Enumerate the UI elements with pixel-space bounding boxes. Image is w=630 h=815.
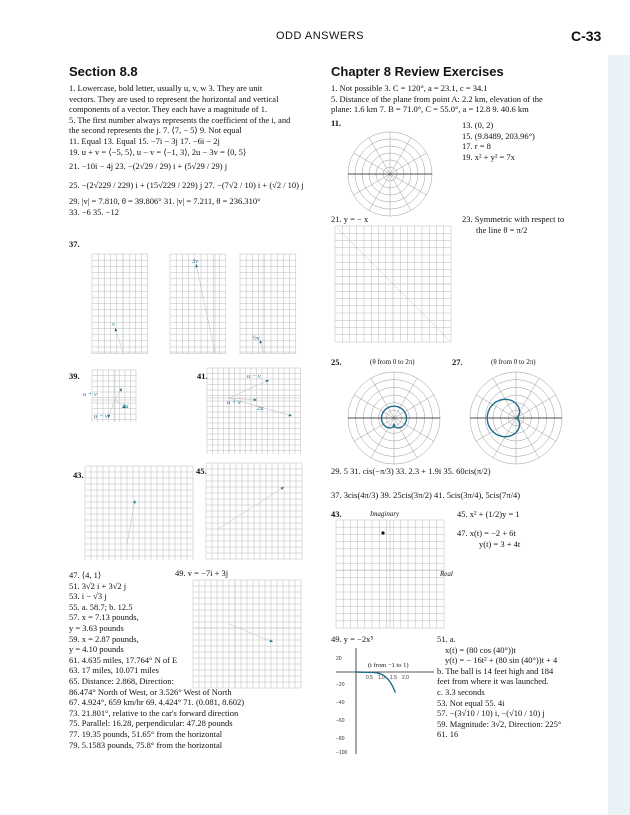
answer-line: 77. 19.35 pounds, 51.65° from the horizontal: [69, 728, 223, 739]
answer-line: 21. −10i − 4j 23. −(2√29 / 29) i + (5√29 / 29) j: [69, 161, 228, 172]
q11-polar-graph: [346, 130, 434, 218]
vector-half-v-head: [259, 340, 262, 343]
answer-line: 1. Lowercase, bold letter, usually u, v, w 3. They are unit: [69, 83, 263, 93]
polar-ray: [354, 395, 394, 418]
q37-graphs: [92, 246, 342, 358]
answer-line: 47. ⟨4, 1⟩: [69, 570, 102, 580]
q45-answer: 45. x² + (1/2)y = 1: [457, 509, 520, 519]
q41-label: 41.: [197, 371, 208, 381]
answer-line: feet from where it was launched.: [437, 676, 549, 687]
q25-polar-graph: [344, 368, 444, 468]
q45-label: 45.: [196, 466, 207, 476]
q43-graph: [85, 466, 195, 562]
label-half-v: ½v: [252, 335, 260, 342]
header-title: ODD ANSWERS: [276, 30, 365, 42]
vector-45: [218, 487, 284, 529]
answer-line: y = 4.10 pounds: [69, 644, 124, 655]
q29-35-answers: 29. 5 31. cis(−π/3) 33. 2.3 + 1.9i 35. 60cis(π/2): [331, 466, 491, 476]
answer-line: 19. x² + y² = 7x: [462, 151, 515, 162]
y-tick-label: −100: [336, 750, 348, 756]
label-2u: 2u: [257, 405, 264, 412]
label-3v: 3v: [192, 258, 199, 265]
answer-line: 57. −(3√10 / 10) i, −(√10 / 10) j: [437, 708, 545, 719]
answer-line: b. The ball is 14 feet high and 184: [437, 665, 554, 676]
vector-49: [229, 624, 273, 642]
section-title-left: Section 8.8: [69, 64, 138, 79]
q27-caption: (θ from 0 to 2π): [491, 358, 536, 366]
q37-label: 37.: [69, 239, 80, 249]
answer-line: 13. (0, 2): [462, 120, 494, 130]
vector-u-minus-v-head: [108, 415, 111, 418]
polar-ray: [394, 418, 434, 441]
x-tick-label: 1.5: [390, 675, 397, 681]
q51-61-answers: [437, 634, 607, 740]
polar-ray: [354, 418, 394, 441]
q23-answer: [462, 214, 564, 235]
q43-complex-plane: [336, 520, 446, 630]
q43-label-right: 43.: [331, 509, 342, 519]
polar-ray: [390, 174, 426, 195]
answer-line: 5. The first number always represents the coefficient of the i, and: [69, 114, 291, 125]
answer-line: 59. x = 2.87 pounds,: [69, 633, 139, 644]
polar-ray: [493, 418, 516, 458]
answer-line: 51. a.: [437, 634, 456, 644]
answer-line: 79. 5.1583 pounds, 75.8° from the horizontal: [69, 739, 223, 750]
q25-label: 25.: [331, 357, 342, 367]
answer-line: y(t) = − 16t² + (80 sin (40°))t + 4: [445, 655, 558, 666]
q25-caption: (θ from 0 to 2π): [370, 358, 415, 366]
answer-line: plane: 1.6 km 7. B = 71.0°, C = 55.0°, a = 12.8 9. 40.6 km: [331, 104, 529, 115]
q11-label: 11.: [331, 118, 342, 128]
answer-line: 1. Not possible 3. C = 120°, a = 23.1, c = 34.1: [331, 83, 488, 93]
q13-19-answers: [462, 120, 535, 162]
vector-43: [127, 500, 135, 544]
answer-line: 67. 4.924°, 659 km/hr 69. 4.424° 71. (0.081, 8.602): [69, 697, 245, 708]
q49-left-label: 49. v = −7i + 3j: [175, 568, 229, 578]
polar-ray: [369, 174, 390, 210]
answer-line: 53. i − √3 j: [69, 591, 107, 602]
answer-line: 65. Distance: 2.868, Direction:: [69, 675, 174, 686]
answer-line: 19. u + v = ⟨−5, 5⟩, u − v = ⟨−1, 3⟩, 2u − 3v = ⟨0, 5⟩: [69, 146, 247, 157]
polar-ray: [390, 174, 411, 210]
answer-line: 57. x = 7.13 pounds,: [69, 612, 139, 623]
polar-ray: [394, 395, 434, 418]
polar-ray: [354, 153, 390, 174]
q43-label: 43.: [73, 470, 84, 480]
label-v: v: [112, 321, 115, 328]
right-margin-bar: [608, 55, 630, 815]
answer-line: the line θ = π/2: [476, 224, 528, 235]
answer-line: 86.474° North of West, or 3.526° West of North: [69, 686, 232, 697]
q47-answer: [457, 528, 520, 549]
q21-label: 21. y = − x: [331, 214, 369, 224]
x-tick-label: 1.0: [378, 675, 385, 681]
answer-line: 61. 4.635 miles, 17.764° N of E: [69, 654, 178, 665]
y-tick-label: −20: [336, 682, 345, 688]
label-u-plus-v: u + v: [227, 399, 241, 406]
label-2u: 2u: [122, 403, 129, 410]
answer-line: 63. 17 miles, 10.071 miles: [69, 665, 159, 676]
answer-line: y = 3.63 pounds: [69, 622, 124, 633]
answer-line: 17. r = 8: [462, 141, 491, 152]
vector-2u-head: [289, 414, 292, 417]
vector-45-head: [281, 487, 284, 490]
polar-ray: [390, 153, 426, 174]
label-u-minus-v: u − v: [247, 373, 261, 380]
answer-line: 61. 16: [437, 729, 459, 740]
imaginary-axis-label: Imaginary: [370, 510, 400, 518]
y-tick-label: 20: [336, 656, 342, 662]
vector-43-head: [133, 500, 136, 503]
answer-line: vectors. They are used to represent the horizontal and vertical: [69, 93, 279, 104]
x-tick-label: 2.0: [402, 675, 409, 681]
complex-point: [381, 531, 384, 534]
q49-caption: (t from −1 to 1): [368, 662, 409, 669]
polar-ray: [369, 138, 390, 174]
q41-graph: [207, 368, 303, 456]
answer-line: x(t) = (80 cos (40°))t: [445, 644, 516, 655]
polar-ray: [390, 138, 411, 174]
q49-right-label: 49. y = −2x⁵: [331, 634, 374, 644]
answer-line: 23. Symmetric with respect to: [462, 214, 565, 224]
page-number: C-33: [571, 28, 602, 44]
polar-ray: [394, 378, 417, 418]
polar-ray: [476, 395, 516, 418]
q37-41-answers: 37. 3cis(4π/3) 39. 25cis(3π/2) 41. 5cis(3π/4), 5cis(7π/4): [331, 490, 521, 500]
polar-ray: [493, 378, 516, 418]
answer-line: 15. (9.8489, 203.96°): [462, 130, 535, 141]
q21-graph: [335, 226, 453, 344]
answer-line: 51. 3√2 i + 3√2 j: [69, 580, 127, 591]
right-answers-top: [331, 83, 606, 115]
answer-line: 29. |v| = 7.810, θ = 39.806° 31. |v| = 7.211, θ = 236.310°: [69, 196, 261, 207]
y-tick-label: −60: [336, 718, 345, 724]
polar-ray: [371, 378, 394, 418]
polar-ray: [354, 174, 390, 195]
answer-line: 5. Distance of the plane from point A: 2.2 km, elevation of the: [331, 93, 543, 104]
answer-line: 11. Equal 13. Equal 15. −7i − 3j 17. −6i − 2j: [69, 135, 220, 146]
answer-line: 47. x(t) = −2 + 6t: [457, 528, 516, 538]
q27-label: 27.: [452, 357, 463, 367]
q39-graph: [82, 368, 142, 424]
q39-label: 39.: [69, 371, 80, 381]
vector-3v: [196, 264, 215, 352]
answer-line: 73. 21.801°, relative to the car's forward direction: [69, 707, 239, 718]
vector-v: [115, 328, 123, 352]
answer-line: the second represents the j. 7. ⟨7, − 5⟩ 9. Not equal: [69, 125, 242, 136]
answer-line: y(t) = 3 + 4t: [479, 538, 521, 549]
y-tick-label: −80: [336, 736, 345, 742]
label-u-minus-v: u − v: [94, 413, 108, 420]
label-u-plus-v: u + v: [83, 391, 97, 398]
left-answers-top: [69, 83, 325, 218]
answer-line: 59. Magnitude: 3√2, Direction: 225°: [437, 718, 562, 729]
q45-graph: [206, 463, 302, 559]
answer-line: 33. −6 35. −12: [69, 206, 119, 217]
q49-left-graph: [193, 580, 303, 690]
answer-line: c. 3.3 seconds: [437, 686, 485, 697]
x-tick-label: 0.5: [366, 675, 373, 681]
real-axis-label: Real: [440, 570, 453, 578]
answer-line: 75. Parallel: 16.28, perpendicular: 47.28 pounds: [69, 718, 233, 729]
polar-ray: [476, 418, 516, 441]
page-header: [0, 30, 630, 46]
answer-line: 25. −(2√229 / 229) i + (15√229 / 229) j 27. −(7√2 / 10) i + (√2 / 10) j: [69, 179, 304, 190]
answer-line: components of a vector. They each have a magnitude of 1.: [69, 104, 268, 115]
polar-ray: [516, 395, 556, 418]
section-title-right: Chapter 8 Review Exercises: [331, 64, 504, 79]
answer-line: 53. Not equal 55. 4i: [437, 697, 505, 708]
polar-ray: [516, 418, 556, 441]
q27-polar-graph: [466, 368, 566, 468]
answer-line: 55. a. 58.7; b. 12.5: [69, 601, 133, 612]
y-tick-label: −40: [336, 700, 345, 706]
